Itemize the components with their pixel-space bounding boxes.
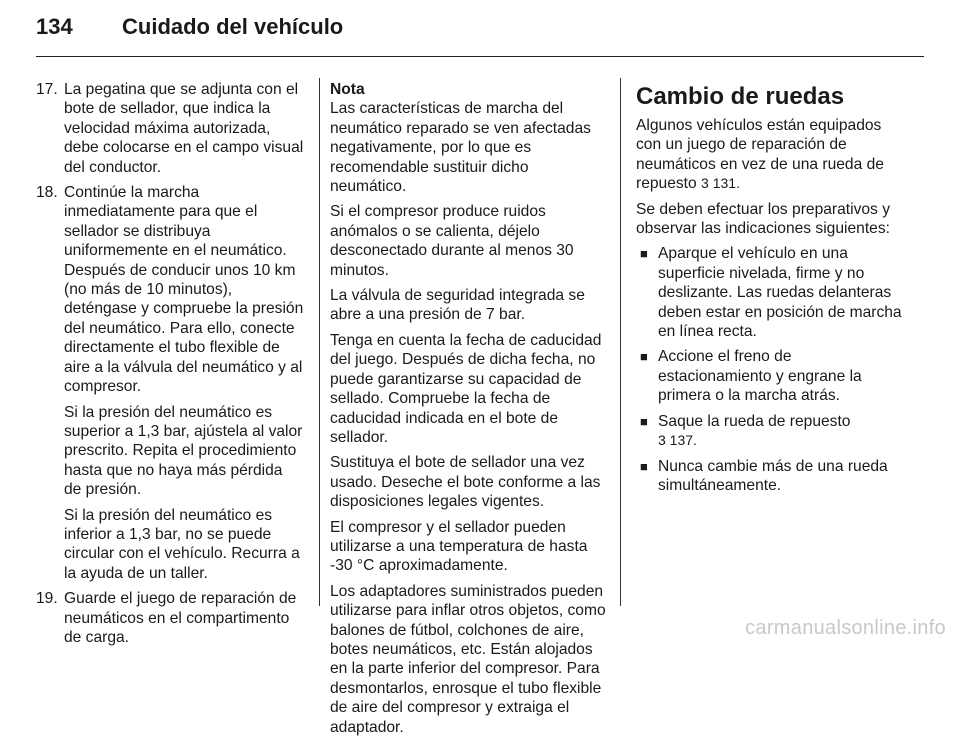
header-rule: [36, 56, 924, 57]
bullet-square-icon: ■: [640, 413, 648, 429]
bullet-item: [636, 244, 908, 341]
step-subparagraph: Si la presión del neumático es superior a 1,3 bar, ajústela al valor prescrito. Repita el procedimiento hasta que no haya más pérdida de presión.: [64, 403, 303, 499]
paragraph: Se deben efectuar los preparativos y observar las indicaciones siguientes:: [636, 200, 890, 238]
bullet-item: [636, 412, 908, 451]
paragraph: Tenga en cuenta la fecha de caducidad del juego. Después de dicha fecha, no puede garantizarse su capacidad de sellado. Compruebe la fecha de caducidad indicada en el bote de sellador.: [330, 331, 602, 446]
column-divider: [319, 78, 320, 606]
step-text: Continúe la marcha inmediatamente para que el sellador se distribuya uniformemente en el neumático. Después de conducir unos 10 km (no más de 10 minutos), deténgase y compruebe la presión del neumático. Para ello, conecte directamente el tubo flexible de aire a la válvula del neumático y al compresor.: [64, 184, 304, 396]
paragraph: Los adaptadores suministrados pueden utilizarse para inflar otros objetos, como balones de fútbol, colchones de aire, botes neumáticos, etc. Están alojados en la parte inferior del compresor. Para desmontarlos, enrosque el tubo flexible de aire del compresor y extraiga el adaptador.: [330, 582, 606, 736]
bullet-text: Nunca cambie más de una rueda simultáneamente.: [658, 457, 888, 494]
bullet-text: Accione el freno de estacionamiento y engrane la primera o la marcha atrás.: [658, 348, 862, 405]
step-text: Guarde el juego de reparación de neumáticos en el compartimento de carga.: [64, 590, 297, 646]
section-heading: Cambio de ruedas: [636, 83, 845, 110]
bullet-text: Saque la rueda de repuesto: [658, 412, 851, 430]
step-text: La pegatina que se adjunta con el bote de sellador, que indica la velocidad máxima autorizada, debe colocarse en el campo visual del conductor.: [64, 81, 304, 176]
page-header: [36, 14, 343, 54]
intro-text: Algunos vehículos están equipados con un juego de reparación de neumáticos en vez de una rueda de repuesto: [636, 117, 884, 193]
page-number: 134: [36, 14, 73, 39]
column-left: [36, 80, 304, 653]
column-right: [636, 80, 908, 501]
note-heading: Nota: [330, 81, 365, 98]
watermark: carmanualsonline.info: [745, 617, 946, 639]
bullet-square-icon: ■: [640, 458, 648, 474]
page-title: Cuidado del vehículo: [122, 14, 344, 39]
note-text: Las características de marcha del neumático reparado se ven afectadas negativamente, por lo que es recomendable sustituir dicho neumático.: [330, 100, 591, 196]
paragraph: La válvula de seguridad integrada se abre a una presión de 7 bar.: [330, 287, 585, 324]
bullet-list: [636, 244, 908, 495]
column-middle: [330, 80, 606, 743]
step-subparagraph: Si la presión del neumático es inferior a 1,3 bar, no se puede circular con el vehículo. Recurra a la ayuda de un taller.: [64, 506, 300, 582]
step-item: [36, 183, 304, 583]
bullet-square-icon: ■: [640, 349, 648, 365]
paragraph: Si el compresor produce ruidos anómalos o se calienta, déjelo desconectado durante al menos 30 minutos.: [330, 203, 574, 279]
step-item: [36, 80, 304, 177]
paragraph: [636, 116, 908, 194]
page-reference-link[interactable]: 3 137.: [658, 432, 697, 449]
bullet-square-icon: ■: [640, 246, 648, 262]
paragraph: Sustituya el bote de sellador una vez usado. Deseche el bote conforme a las disposiciones legales vigentes.: [330, 454, 601, 511]
steps-list: [36, 80, 304, 647]
step-number: 18.: [36, 184, 58, 202]
step-item: [36, 589, 304, 647]
bullet-item: [636, 457, 908, 496]
bullet-text: Aparque el vehículo en una superficie nivelada, firme y no deslizante. Las ruedas delanteras deben estar en posición de marcha en línea recta.: [658, 245, 902, 341]
column-divider: [620, 78, 621, 606]
page-reference-link[interactable]: 3 131.: [701, 175, 740, 192]
step-number: 17.: [36, 81, 58, 98]
step-number: 19.: [36, 590, 58, 608]
paragraph: El compresor y el sellador pueden utilizarse a una temperatura de hasta -30 °C aproximadamente.: [330, 518, 588, 575]
bullet-item: [636, 347, 908, 405]
